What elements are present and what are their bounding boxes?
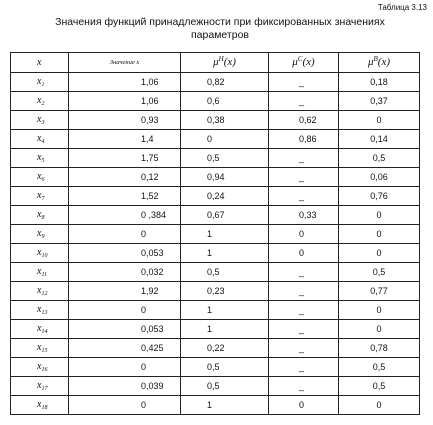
x-index: 12 — [41, 291, 48, 297]
cell-mu-b — [339, 244, 420, 263]
header-x — [11, 53, 69, 73]
x-variable: x — [37, 114, 42, 125]
table-row — [11, 358, 420, 377]
mu-b-symbol: μ — [367, 56, 374, 68]
cell-mu-h — [181, 187, 269, 206]
cell-mu-b-text: 0 — [376, 114, 382, 125]
cell-value — [69, 282, 181, 301]
table-row — [11, 320, 420, 339]
table-row — [11, 301, 420, 320]
cell-x — [11, 244, 69, 263]
cell-value-text: 0 — [141, 399, 147, 410]
cell-mu-h-text: 1 — [207, 399, 213, 410]
table-caption — [40, 16, 400, 42]
cell-x — [11, 358, 69, 377]
table-row — [11, 263, 420, 282]
table-row — [11, 130, 420, 149]
cell-value-text: 0,032 — [141, 266, 164, 277]
cell-mu-c-text: 0,33 — [299, 209, 317, 220]
x-variable: x — [37, 266, 42, 277]
cell-mu-h — [181, 130, 269, 149]
header-value-label: Значение x — [109, 59, 140, 66]
caption-line-1: Значения функций принадлежности при фиксированных значениях — [55, 16, 385, 28]
header-mu-c — [269, 53, 339, 73]
membership-values-table — [10, 52, 420, 415]
cell-value — [69, 396, 181, 415]
cell-value — [69, 377, 181, 396]
cell-mu-b-text: 0 — [376, 247, 382, 258]
x-index: 7 — [41, 196, 45, 202]
cell-mu-c — [269, 320, 339, 339]
x-index: 11 — [41, 272, 48, 278]
cell-mu-c-text: 0,62 — [299, 114, 317, 125]
cell-mu-h-text: 0,67 — [207, 209, 225, 220]
cell-mu-b-text: 0 — [376, 209, 382, 220]
table-header-row — [11, 53, 420, 73]
cell-mu-c-text: _ — [299, 152, 305, 163]
cell-mu-c — [269, 358, 339, 377]
cell-value — [69, 187, 181, 206]
cell-x — [11, 396, 69, 415]
cell-mu-c-text: _ — [299, 361, 305, 372]
cell-mu-b — [339, 92, 420, 111]
mu-b-superscript: В — [373, 55, 378, 63]
x-variable: x — [37, 171, 42, 182]
header-x-label: x — [37, 56, 42, 68]
cell-mu-h-text: 0,94 — [207, 171, 225, 182]
cell-mu-b-text: 0 — [376, 323, 382, 334]
x-index: 10 — [41, 253, 48, 259]
cell-mu-h-text: 0,6 — [207, 95, 220, 106]
caption-line-2: параметров — [191, 29, 249, 41]
cell-mu-c-text: 0 — [299, 228, 305, 239]
x-index: 6 — [41, 177, 45, 183]
header-mu-h — [181, 53, 269, 73]
cell-value — [69, 149, 181, 168]
cell-mu-b-text: 0,5 — [372, 266, 386, 277]
mu-c-symbol: μ — [292, 56, 298, 68]
cell-mu-b-text: 0,76 — [370, 190, 388, 201]
cell-mu-c — [269, 377, 339, 396]
cell-value — [69, 263, 181, 282]
cell-mu-b-text: 0,37 — [370, 95, 388, 106]
mu-b-argument: (x) — [377, 56, 391, 68]
x-variable: x — [37, 342, 42, 353]
cell-mu-h — [181, 339, 269, 358]
mu-h-symbol: μ — [213, 56, 219, 68]
cell-mu-b-text: 0,77 — [370, 285, 388, 296]
table-row — [11, 377, 420, 396]
cell-value — [69, 206, 181, 225]
cell-value-text: 0 — [141, 228, 147, 239]
cell-mu-c-text: _ — [299, 285, 305, 296]
cell-mu-b — [339, 377, 420, 396]
cell-mu-c — [269, 396, 339, 415]
cell-value — [69, 244, 181, 263]
cell-mu-c — [269, 111, 339, 130]
cell-mu-b — [339, 320, 420, 339]
cell-mu-h-text: 0 — [207, 133, 213, 144]
cell-mu-h-text: 0,22 — [207, 342, 225, 353]
cell-value — [69, 339, 181, 358]
cell-mu-c — [269, 301, 339, 320]
cell-mu-b-text: 0 — [376, 304, 382, 315]
x-index: 17 — [41, 386, 48, 392]
cell-x — [11, 320, 69, 339]
cell-mu-h-text: 0,24 — [207, 190, 225, 201]
cell-mu-b-text: 0,5 — [372, 380, 386, 391]
cell-x — [11, 339, 69, 358]
table-row — [11, 168, 420, 187]
cell-value-text: 0 — [141, 304, 147, 315]
cell-mu-c — [269, 149, 339, 168]
table-body — [11, 73, 420, 415]
table-row — [11, 187, 420, 206]
cell-mu-h-text: 0,5 — [207, 266, 220, 277]
cell-mu-b — [339, 339, 420, 358]
x-variable: x — [37, 152, 42, 163]
cell-mu-b — [339, 130, 420, 149]
cell-mu-c-text: 0 — [299, 399, 305, 410]
cell-value — [69, 225, 181, 244]
cell-mu-b — [339, 301, 420, 320]
cell-mu-h — [181, 225, 269, 244]
cell-value-text: 1,06 — [141, 95, 159, 106]
cell-mu-h — [181, 168, 269, 187]
cell-x — [11, 168, 69, 187]
x-variable: x — [37, 228, 42, 239]
cell-value-text: 0,053 — [141, 247, 164, 258]
cell-mu-c — [269, 244, 339, 263]
cell-mu-b — [339, 263, 420, 282]
cell-value-text: 0 ,384 — [141, 209, 167, 220]
cell-x — [11, 225, 69, 244]
cell-mu-b-text: 0,5 — [372, 152, 386, 163]
cell-mu-h — [181, 92, 269, 111]
x-index: 1 — [41, 82, 45, 88]
mu-h-argument: (x) — [223, 56, 236, 68]
header-value — [69, 53, 181, 73]
cell-mu-c-text: 0,86 — [299, 133, 317, 144]
cell-mu-b — [339, 206, 420, 225]
cell-mu-b — [339, 149, 420, 168]
table-row — [11, 282, 420, 301]
x-index: 13 — [41, 310, 48, 316]
cell-mu-c — [269, 130, 339, 149]
x-index: 16 — [41, 367, 48, 373]
x-index: 15 — [41, 348, 48, 354]
cell-value-text: 1,75 — [141, 152, 159, 163]
cell-value — [69, 301, 181, 320]
cell-mu-c — [269, 282, 339, 301]
cell-mu-h-text: 1 — [207, 247, 213, 258]
cell-mu-h-text: 0,38 — [207, 114, 225, 125]
header-mu-b — [339, 53, 420, 73]
x-variable: x — [37, 190, 42, 201]
cell-mu-b — [339, 282, 420, 301]
cell-mu-c-text: _ — [299, 342, 305, 353]
cell-mu-h-text: 1 — [207, 228, 213, 239]
x-variable: x — [37, 247, 42, 258]
cell-mu-h — [181, 111, 269, 130]
cell-x — [11, 111, 69, 130]
cell-mu-b — [339, 168, 420, 187]
cell-mu-h — [181, 149, 269, 168]
cell-mu-h-text: 0,5 — [207, 152, 220, 163]
x-variable: x — [37, 361, 42, 372]
cell-mu-b-text: 0,18 — [370, 76, 388, 87]
x-index: 4 — [41, 139, 45, 145]
cell-mu-c-text: _ — [299, 76, 305, 87]
cell-mu-c-text: _ — [299, 304, 305, 315]
cell-mu-h — [181, 206, 269, 225]
cell-value-text: 0,053 — [141, 323, 164, 334]
cell-mu-b-text: 0 — [376, 228, 382, 239]
cell-mu-h — [181, 320, 269, 339]
x-index: 18 — [41, 405, 48, 411]
cell-mu-h — [181, 396, 269, 415]
cell-mu-h — [181, 358, 269, 377]
mu-h-superscript: Н — [218, 55, 224, 63]
cell-mu-c — [269, 73, 339, 92]
cell-value-text: 0 — [141, 361, 147, 372]
cell-value-text: 0,93 — [141, 114, 159, 125]
cell-x — [11, 130, 69, 149]
x-variable: x — [37, 285, 42, 296]
cell-mu-h — [181, 73, 269, 92]
x-variable: x — [37, 133, 42, 144]
cell-mu-b — [339, 111, 420, 130]
table-row — [11, 73, 420, 92]
table-number-label: Таблица 3.13 — [377, 3, 427, 12]
cell-mu-h — [181, 282, 269, 301]
x-index: 5 — [41, 158, 45, 164]
x-variable: x — [37, 304, 42, 315]
cell-mu-c-text: _ — [299, 266, 305, 277]
table-row — [11, 244, 420, 263]
cell-value — [69, 168, 181, 187]
cell-mu-c-text: _ — [299, 95, 305, 106]
cell-value — [69, 130, 181, 149]
x-index: 14 — [41, 329, 48, 335]
table-row — [11, 225, 420, 244]
cell-value — [69, 358, 181, 377]
cell-x — [11, 263, 69, 282]
cell-mu-b-text: 0,5 — [372, 361, 386, 372]
cell-mu-c — [269, 92, 339, 111]
table-row — [11, 149, 420, 168]
table-row — [11, 111, 420, 130]
cell-x — [11, 149, 69, 168]
cell-x — [11, 377, 69, 396]
cell-value-text: 0,12 — [141, 171, 159, 182]
x-index: 9 — [41, 234, 45, 240]
cell-value-text: 0,425 — [141, 342, 164, 353]
x-variable: x — [37, 95, 42, 106]
mu-c-argument: (x) — [302, 56, 315, 68]
x-variable: x — [37, 209, 42, 220]
cell-value — [69, 92, 181, 111]
cell-mu-c — [269, 187, 339, 206]
cell-mu-c — [269, 206, 339, 225]
cell-value — [69, 320, 181, 339]
cell-x — [11, 92, 69, 111]
cell-mu-c-text: _ — [299, 380, 305, 391]
cell-x — [11, 282, 69, 301]
cell-mu-h-text: 0,5 — [207, 380, 220, 391]
cell-value-text: 1,52 — [141, 190, 159, 201]
cell-value-text: 1,92 — [141, 285, 159, 296]
cell-mu-b-text: 0,78 — [370, 342, 388, 353]
cell-mu-h-text: 0,23 — [207, 285, 225, 296]
cell-mu-h-text: 0,5 — [207, 361, 220, 372]
cell-value — [69, 73, 181, 92]
cell-mu-c — [269, 225, 339, 244]
cell-mu-b-text: 0,14 — [370, 133, 388, 144]
x-index: 3 — [41, 120, 45, 126]
cell-x — [11, 206, 69, 225]
x-variable: x — [37, 380, 42, 391]
cell-mu-c — [269, 339, 339, 358]
cell-mu-b — [339, 396, 420, 415]
cell-value-text: 1,06 — [141, 76, 159, 87]
x-variable: x — [37, 323, 42, 334]
table-row — [11, 92, 420, 111]
cell-mu-b — [339, 225, 420, 244]
mu-c-superscript: С — [297, 55, 303, 63]
table-row — [11, 339, 420, 358]
cell-mu-h — [181, 301, 269, 320]
x-variable: x — [37, 76, 42, 87]
cell-mu-b-text: 0 — [376, 399, 382, 410]
cell-mu-h-text: 0,82 — [207, 76, 225, 87]
cell-x — [11, 301, 69, 320]
cell-mu-c — [269, 263, 339, 282]
cell-value-text: 1,4 — [141, 133, 154, 144]
table-row — [11, 396, 420, 415]
cell-value — [69, 111, 181, 130]
cell-mu-c-text: 0 — [299, 247, 305, 258]
x-index: 8 — [41, 215, 45, 221]
x-index: 2 — [41, 101, 45, 107]
cell-mu-h — [181, 263, 269, 282]
cell-mu-c-text: _ — [299, 190, 305, 201]
cell-mu-h-text: 1 — [207, 304, 213, 315]
cell-mu-h-text: 1 — [207, 323, 213, 334]
cell-mu-h — [181, 244, 269, 263]
cell-x — [11, 73, 69, 92]
x-variable: x — [37, 399, 42, 410]
cell-mu-c — [269, 168, 339, 187]
cell-mu-c-text: _ — [299, 323, 305, 334]
cell-mu-b — [339, 187, 420, 206]
table-row — [11, 206, 420, 225]
cell-x — [11, 187, 69, 206]
cell-mu-b — [339, 73, 420, 92]
cell-mu-h — [181, 377, 269, 396]
cell-value-text: 0,039 — [141, 380, 164, 391]
cell-mu-b-text: 0,06 — [370, 171, 388, 182]
cell-mu-b — [339, 358, 420, 377]
cell-mu-c-text: _ — [299, 171, 305, 182]
